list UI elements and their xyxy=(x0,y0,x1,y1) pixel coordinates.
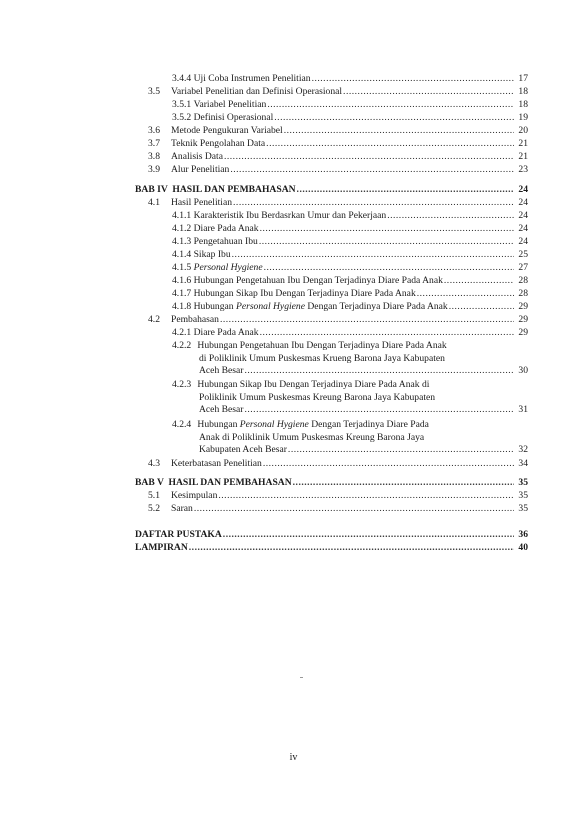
leader-dots xyxy=(297,184,514,196)
toc-entry-multiline[interactable] xyxy=(172,419,528,457)
toc-page-number: 23 xyxy=(518,164,528,175)
toc-title: Hubungan Pengetahuan Ibu Dengan Terjadinya Diare Pada Anak xyxy=(193,275,443,286)
leader-dots xyxy=(444,275,514,287)
chapter-title: BAB IV HASIL DAN PEMBAHASAN xyxy=(135,184,296,195)
toc-page-number: 35 xyxy=(518,490,528,501)
toc-title-part: Hubungan xyxy=(197,419,240,430)
leader-dots xyxy=(312,73,514,85)
toc-entry[interactable] xyxy=(172,288,528,300)
toc-page-number: 17 xyxy=(518,73,528,84)
leader-dots xyxy=(224,151,514,163)
toc-page-number: 35 xyxy=(518,477,528,488)
toc-page-number: 25 xyxy=(518,249,528,260)
toc-entry[interactable] xyxy=(172,223,528,235)
toc-number: 3.4.4 xyxy=(172,73,192,84)
leader-dots xyxy=(259,236,514,248)
toc-number: 3.6 xyxy=(148,125,160,136)
toc-title xyxy=(194,301,448,313)
toc-title-line: Aceh Besar xyxy=(199,404,244,416)
toc-entry[interactable] xyxy=(148,458,528,470)
toc-title: Sikap Ibu xyxy=(193,249,231,260)
toc-title: Keterbatasan Penelitian xyxy=(171,458,262,469)
toc-page-number: 19 xyxy=(518,112,528,123)
toc-page-number: 24 xyxy=(518,184,528,195)
toc-page-number: 35 xyxy=(518,503,528,514)
toc-page-number: 24 xyxy=(518,236,528,247)
chapter-title: BAB V HASIL DAN PEMBAHASAN xyxy=(135,477,292,488)
leader-dots xyxy=(417,288,514,300)
toc-title-part: Dengan Terjadinya Diare Pada xyxy=(308,419,429,430)
toc-chapter[interactable] xyxy=(135,184,528,196)
toc-chapter[interactable] xyxy=(135,529,528,541)
toc-entry[interactable] xyxy=(148,86,528,98)
toc-entry[interactable] xyxy=(148,138,528,150)
toc-number: 4.1.8 xyxy=(172,301,192,312)
toc-title: Analisis Data xyxy=(171,151,223,162)
toc-title-line xyxy=(197,419,428,432)
toc-entry[interactable] xyxy=(148,151,528,163)
leader-dots xyxy=(244,404,514,417)
leader-dots xyxy=(233,197,514,209)
toc-title: Definisi Operasional xyxy=(193,112,274,123)
toc-entry-multiline[interactable] xyxy=(172,379,528,417)
toc-title: Pengetahuan Ibu xyxy=(193,236,258,247)
chapter-title: DAFTAR PUSTAKA xyxy=(135,529,222,540)
toc-page-number: 24 xyxy=(518,210,528,221)
toc-title: Kesimpulan xyxy=(171,490,218,501)
toc-chapter[interactable] xyxy=(135,542,528,554)
toc-title-line: di Poliklinik Umum Puskesmas Krueng Barona Jaya Kabupaten xyxy=(199,352,445,364)
toc-number: 4.2.3 xyxy=(172,379,192,390)
toc-number: 3.7 xyxy=(148,138,160,149)
toc-entry[interactable] xyxy=(148,197,528,209)
toc-entry[interactable] xyxy=(148,314,528,326)
toc-title-part: Dengan Terjadinya Diare Pada Anak xyxy=(304,301,448,312)
toc-page-number: 21 xyxy=(518,138,528,149)
toc-number: 4.1.1 xyxy=(172,210,192,221)
toc-entry[interactable] xyxy=(172,112,528,124)
toc-page-number: 36 xyxy=(518,529,528,540)
toc-number: 4.1.3 xyxy=(172,236,192,247)
toc-entry[interactable] xyxy=(172,301,528,313)
toc-title-line: Hubungan Pengetahuan Ibu Dengan Terjadinya Diare Pada Anak xyxy=(197,340,447,351)
toc-entry[interactable] xyxy=(172,275,528,287)
toc-page-number: 28 xyxy=(518,275,528,286)
toc-number: 3.5 xyxy=(148,86,160,97)
toc-page-number: 34 xyxy=(518,458,528,469)
toc-page-number: 32 xyxy=(518,444,528,456)
leader-dots xyxy=(264,262,514,274)
toc-title-line: Kabupaten Aceh Besar xyxy=(199,444,287,456)
toc-number: 3.8 xyxy=(148,151,160,162)
scan-speck xyxy=(300,677,303,678)
leader-dots xyxy=(189,542,514,554)
toc-title: Saran xyxy=(171,503,193,514)
leader-dots xyxy=(343,86,514,98)
leader-dots xyxy=(194,503,514,515)
toc-entry[interactable] xyxy=(148,125,528,137)
leader-dots xyxy=(244,365,514,378)
toc-title: Variabel Penelitian dan Definisi Operasional xyxy=(171,86,343,97)
toc-entry[interactable] xyxy=(148,164,528,176)
toc-chapter[interactable] xyxy=(135,477,528,489)
toc-entry[interactable] xyxy=(172,327,528,339)
toc-title: Metode Pengukuran Variabel xyxy=(171,125,283,136)
toc-title-line: Hubungan Sikap Ibu Dengan Terjadinya Diare Pada Anak di xyxy=(197,379,430,390)
toc-entry[interactable] xyxy=(172,99,528,111)
toc-number: 4.1.2 xyxy=(172,223,192,234)
chapter-title: LAMPIRAN xyxy=(135,542,188,553)
toc-title-line: Poliklinik Umum Puskesmas Kreung Barona Jaya Kabupaten xyxy=(199,391,436,403)
toc-number: 3.9 xyxy=(148,164,160,175)
toc-page-number: 28 xyxy=(518,288,528,299)
toc-page-number: 40 xyxy=(518,542,528,553)
leader-dots xyxy=(260,327,514,339)
toc-title-italic: Personal Hygiene xyxy=(239,419,309,430)
toc-title-line: Anak di Poliklinik Umum Puskesmas Kreung Barona Jaya xyxy=(199,431,425,443)
toc-entry[interactable] xyxy=(172,262,528,274)
toc-number: 4.2.4 xyxy=(172,419,192,430)
toc-title-line: Aceh Besar xyxy=(199,365,244,377)
leader-dots xyxy=(263,458,514,470)
toc-page-number: 27 xyxy=(518,262,528,273)
leader-dots xyxy=(274,112,514,124)
leader-dots xyxy=(218,490,514,502)
toc-number: 3.5.2 xyxy=(172,112,192,123)
toc-page-number: 30 xyxy=(518,365,528,377)
toc-number: 4.1.4 xyxy=(172,249,192,260)
toc-entry[interactable] xyxy=(172,210,528,222)
toc-page-number: 29 xyxy=(518,314,528,325)
leader-dots xyxy=(220,314,514,326)
toc-title: Hasil Penelitian xyxy=(171,197,233,208)
toc-title: Alur Penelitian xyxy=(171,164,230,175)
toc-number: 4.1.5 xyxy=(172,262,192,273)
toc-number: 3.5.1 xyxy=(172,99,192,110)
toc-title: Hubungan Sikap Ibu Dengan Terjadinya Diare Pada Anak xyxy=(193,288,416,299)
toc-page-number: 21 xyxy=(518,151,528,162)
toc-page-number: 20 xyxy=(518,125,528,136)
toc-entry[interactable] xyxy=(148,490,528,502)
toc-number: 4.1.6 xyxy=(172,275,192,286)
toc-page-number: 18 xyxy=(518,86,528,97)
leader-dots xyxy=(267,99,514,111)
leader-dots xyxy=(230,164,514,176)
toc-title: Pembahasan xyxy=(171,314,219,325)
toc-entry[interactable] xyxy=(172,73,528,85)
toc-entry[interactable] xyxy=(148,503,528,515)
toc-title: Diare Pada Anak xyxy=(193,327,259,338)
toc-number: 5.1 xyxy=(148,490,160,501)
toc-page-number: 29 xyxy=(518,327,528,338)
toc-entry-multiline[interactable] xyxy=(172,340,528,378)
toc-number: 4.1.7 xyxy=(172,288,192,299)
toc-title: Teknik Pengolahan Data xyxy=(171,138,266,149)
toc-page-number: 24 xyxy=(518,223,528,234)
toc-page-number: 18 xyxy=(518,99,528,110)
leader-dots xyxy=(387,210,514,222)
toc-title: Karakteristik Ibu Berdasrkan Umur dan Pekerjaan xyxy=(193,210,387,221)
toc-page-number: 29 xyxy=(518,301,528,312)
leader-dots xyxy=(288,444,514,457)
toc-title: Uji Coba Instrumen Penelitian xyxy=(193,73,311,84)
toc-number: 4.2 xyxy=(148,314,160,325)
leader-dots xyxy=(223,529,514,541)
toc-title: Diare Pada Anak xyxy=(193,223,259,234)
leader-dots xyxy=(293,477,514,489)
page-number-footer: iv xyxy=(289,752,298,763)
leader-dots xyxy=(266,138,514,150)
toc-title-part: Hubungan xyxy=(193,301,236,312)
toc-entry[interactable] xyxy=(172,249,528,261)
toc-number: 5.2 xyxy=(148,503,160,514)
toc-page-number: 24 xyxy=(518,197,528,208)
leader-dots xyxy=(260,223,514,235)
toc-title: Variabel Penelitian xyxy=(193,99,267,110)
toc-title: Personal Hygiene xyxy=(193,262,263,273)
toc-title-italic: Personal Hygiene xyxy=(235,301,305,312)
toc-page-number: 31 xyxy=(518,404,528,416)
toc-number: 4.2.1 xyxy=(172,327,192,338)
leader-dots xyxy=(284,125,514,137)
toc-number: 4.2.2 xyxy=(172,340,192,351)
leader-dots xyxy=(232,249,514,261)
leader-dots xyxy=(449,301,514,313)
toc-number: 4.1 xyxy=(148,197,160,208)
toc-entry[interactable] xyxy=(172,236,528,248)
toc-number: 4.3 xyxy=(148,458,160,469)
